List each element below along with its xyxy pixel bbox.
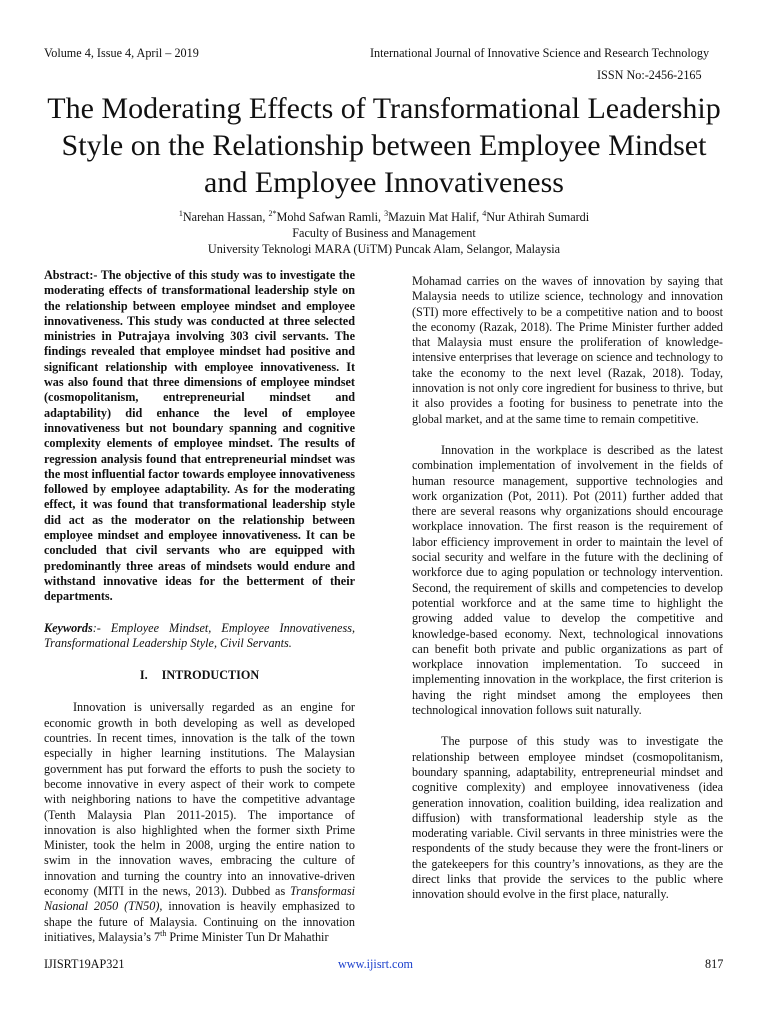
- intro-p1-text-a: Innovation is universally regarded as an engine for economic growth in both developing as well as developed countries. In recent times, innovation is the talk of the town especially in higher learning institutions. The Malaysian government has put forward the efforts to push the society to become innovative in every aspect of their work to compete with neighboring nations to have the competitive advantage (Tenth Malaysia Plan 2011-2015). The importance of innovation is also highlighted when the former sixth Prime Minister, took the helm in 2008, urging the entire nation to swim in the innovation waves, embracing the culture of innovation and turning the country into an innovative-driven economy (MITI in the news, 2013). Dubbed as: [44, 700, 355, 898]
- author-1-affiliation: 1: [178, 208, 183, 218]
- author-3: Mazuin Mat Halif,: [388, 210, 483, 224]
- keywords: [44, 621, 355, 652]
- issn: ISSN No:-2456-2165: [597, 68, 702, 82]
- author-list: [40, 209, 728, 225]
- section-heading: [44, 668, 355, 683]
- author-1: Narehan Hassan,: [182, 210, 269, 224]
- author-4: Nur Athirah Sumardi: [486, 210, 590, 224]
- keywords-text: :- Employee Mindset, Employee Innovativeness, Transformational Leadership Style, Civil Servants.: [44, 620, 355, 650]
- keywords-label: Keywords: [44, 620, 93, 635]
- page-number: 817: [705, 957, 724, 971]
- volume-issue: Volume 4, Issue 4, April – 2019: [44, 46, 199, 60]
- university: University Teknologi MARA (UiTM) Puncak Alam, Selangor, Malaysia: [207, 242, 561, 256]
- section-number: I.: [139, 668, 148, 683]
- faculty: Faculty of Business and Management: [292, 226, 476, 240]
- intro-paragraph-3: The purpose of this study was to investigate the relationship between employee mindset (cosmopolitanism, boundary spanning, adaptability, entrepreneurial mindset and cognitive complexity) and employee innovativeness (idea generation innovation, coalition building, idea realization and diffusion) with transformational leadership style as the moderating variable. Civil servants in three ministries were the respondents of the study because they were the front-liners or the gatekeepers for this country’s innovations, as they are the direct links that provide the services to the public where innovation should evolve in the first place, naturally.: [412, 734, 723, 902]
- intro-p1-text-c: Prime Minister Tun Dr Mahathir: [166, 929, 329, 944]
- journal-name: International Journal of Innovative Science and Research Technology: [370, 46, 710, 60]
- abstract: Abstract:- The objective of this study was to investigate the moderating effects of transformational leadership style on the relationship between employee mindset and employee innovativeness. This study was conducted at three selected ministries in Putrajaya involving 303 civil servants. The findings revealed that employee mindset had positive and significant relationship with employee innovativeness. It was also found that three dimensions of employee mindset (cosmopolitanism, entrepreneurial mindset and adaptability) did enhance the level of employee innovativeness but not boundary spanning and cognitive complexity elements of employee mindset. The results of regression analysis found that entrepreneurial mindset was the most influential factor towards employee innovativeness followed by employee adaptability. As for the moderating effect, it was found that transformational leadership style did act as the moderator on the relationship between employee mindset and employee innovativeness. It can be concluded that civil servants who are equipped with predominantly three areas of mindsets would endure and withstand innovative ideas for the betterment of their departments.: [44, 268, 355, 604]
- intro-paragraph-2: Innovation in the workplace is described as the latest combination implementation of involvement in the fields of human resource management, supportive technologies and work organization (Pot, 2011). Pot (2011) further added that there are several reasons why organizations should encourage workplace innovation. The first reason is the requirement of labor efficiency improvement in order to maintain the level of social security and welfare in the future with the declining of workforce due to aging population or technology intervention. Second, the requirement of skills and competencies to develop potential workforce and at the same time to highlight the growing added value to develop the competitive and knowledge-based economy. Next, technological innovations can benefit both private and public organizations as part of workplace innovation implementation. To succeed in implementing innovation in the workplace, the first criterion is having the right mindset among the employees then technological innovation follows suit naturally.: [412, 442, 723, 718]
- intro-p1-superscript: th: [160, 928, 167, 938]
- section-title: INTRODUCTION: [161, 668, 260, 683]
- author-2: Mohd Safwan Ramli,: [276, 210, 385, 224]
- author-4-affiliation: 4: [482, 208, 487, 218]
- paper-id: IJISRT19AP321: [44, 957, 125, 971]
- intro-p1-text-b: innovation is heavily emphasized to shape the future of Malaysia. Continuing on the innovation initiatives, Malaysia’s 7: [44, 899, 356, 944]
- author-2-affiliation: 2*: [268, 208, 277, 218]
- left-column: [44, 268, 355, 945]
- intro-paragraph-1: [44, 700, 355, 945]
- author-block: [40, 209, 728, 257]
- paper-title: The Moderating Effects of Transformational Leadership Style on the Relationship between Employee Mindset and Employee Innovativeness: [47, 92, 721, 199]
- journal-website-link[interactable]: www.ijisrt.com: [338, 957, 414, 971]
- right-column: [412, 274, 723, 903]
- intro-p1-italic: Transformasi Nasional 2050 (TN50),: [44, 883, 355, 914]
- intro-paragraph-1-continued: Mohamad carries on the waves of innovation by saying that Malaysia needs to utilize science, technology and innovation (STI) more effectively to be a competitive nation and to boost the economy (Razak, 2018). The Prime Minister further added that Malaysia must ensure the proliferation of knowledge-intensive enterprises that leverage on science and technology to take the economy to the next level (Razak, 2018). Today, innovation is not only core ingredient for business to thrive, but it also provides a footing for business to penetrate into the global market, and at the same time to remain competitive.: [412, 274, 723, 426]
- author-3-affiliation: 3: [384, 208, 389, 218]
